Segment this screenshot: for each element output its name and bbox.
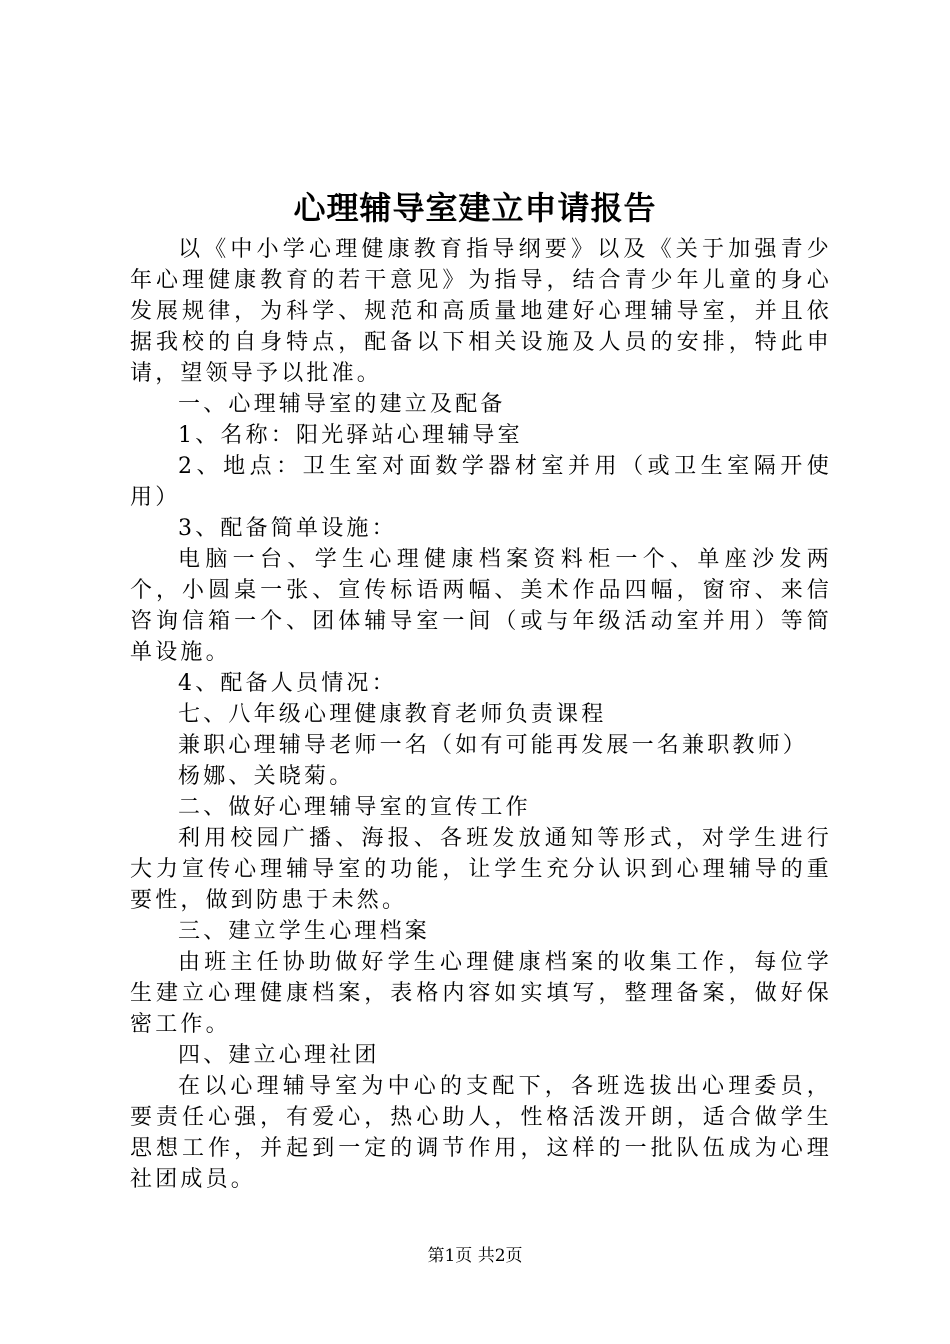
body-line: 兼职心理辅导老师一名（如有可能再发展一名兼职教师） (178, 733, 809, 758)
list-item: 1、名称：阳光驿站心理辅导室 (178, 423, 523, 448)
list-item: 3、配备简单设施： (178, 516, 397, 541)
document-body (130, 234, 832, 1195)
body-paragraph: 利用校园广播、海报、各班发放通知等形式，对学生进行大力宣传心理辅导室的功能，让学生充分认识到心理辅导的重要性，做到防患于未然。 (130, 826, 832, 913)
section-heading: 一、心理辅导室的建立及配备 (178, 392, 506, 417)
body-line: 杨娜、关晓菊。 (178, 764, 355, 789)
document-title: 心理辅导室建立申请报告 (293, 189, 657, 227)
section-heading: 二、做好心理辅导室的宣传工作 (178, 795, 531, 820)
section-heading: 三、建立学生心理档案 (178, 919, 431, 944)
intro-paragraph: 以《中小学心理健康教育指导纲要》以及《关于加强青少年心理健康教育的若干意见》为指导，结合青少年儿童的身心发展规律，为科学、规范和高质量地建好心理辅导室，并且依据我校的自身特点，配备以下相关设施及人员的安排，特此申请，望领导予以批准。 (130, 237, 832, 386)
section-heading: 四、建立心理社团 (178, 1043, 380, 1068)
list-item: 4、配备人员情况： (178, 671, 397, 696)
body-line: 七、八年级心理健康教育老师负责课程 (178, 702, 607, 727)
page-number: 第1页 共2页 (427, 1246, 523, 1266)
body-paragraph: 由班主任协助做好学生心理健康档案的收集工作，每位学生建立心理健康档案，表格内容如实填写，整理备案，做好保密工作。 (130, 950, 832, 1037)
list-item: 2、地点：卫生室对面数学器材室并用（或卫生室隔开使用） (130, 454, 832, 510)
body-paragraph: 在以心理辅导室为中心的支配下，各班选拔出心理委员，要责任心强，有爱心，热心助人，性格活泼开朗，适合做学生思想工作，并起到一定的调节作用，这样的一批队伍成为心理社团成员。 (130, 1074, 832, 1192)
body-paragraph: 电脑一台、学生心理健康档案资料柜一个、单座沙发两个，小圆桌一张、宣传标语两幅、美术作品四幅，窗帘、来信咨询信箱一个、团体辅导室一间（或与年级活动室并用）等简单设施。 (130, 547, 832, 665)
